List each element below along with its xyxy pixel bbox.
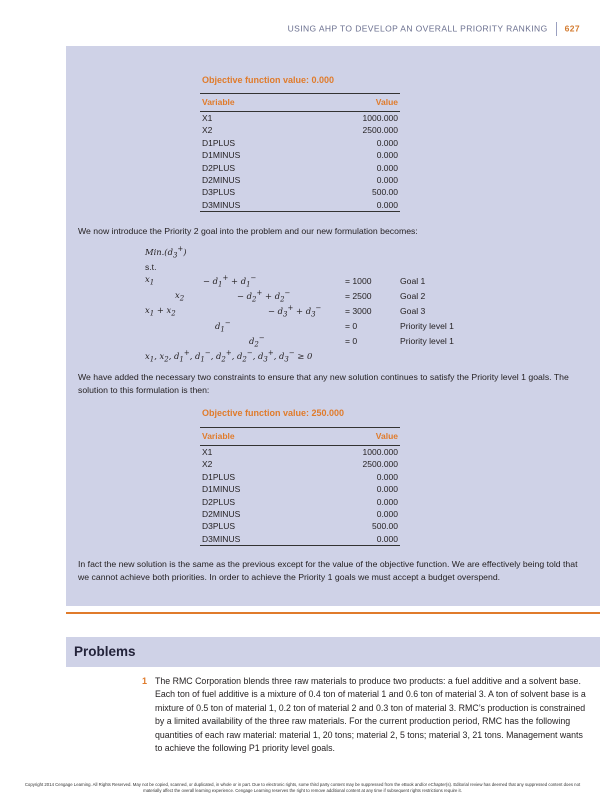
copyright-footer: Copyright 2014 Cengage Learning. All Rights Reserved. May not be copied, scanned, or duplicated, in whole or in part. Due to electronic rights, some third party content may be suppressed from the eBook and/or eChapter(s). Editorial review has deemed that any suppressed content does not materially affect the overall learning experience. Cengage Learning reserves the right to remove additional content at any time if subsequent rights restrictions require it. [24, 782, 581, 793]
cell-value: 0.000 [376, 471, 398, 482]
intro-text: We now introduce the Priority 2 goal into the problem and our new formulation becomes: [78, 226, 418, 236]
page-number: 627 [564, 23, 580, 34]
table-row [200, 149, 400, 161]
cell-variable: D2PLUS [202, 496, 236, 507]
table-row [200, 533, 400, 545]
header-divider [556, 22, 557, 36]
constraint-5-lhs: $d_2^-$ [249, 334, 265, 349]
cell-variable: D1PLUS [202, 471, 236, 482]
cell-variable: D2MINUS [202, 508, 241, 519]
cell-variable: D3PLUS [202, 521, 236, 532]
subject-to: s.t. [145, 262, 157, 272]
cell-variable: D1MINUS [202, 484, 241, 495]
cell-value: 500.00 [372, 521, 398, 532]
constraint-3-dev: − $d_3^+ + d_3^-$ [268, 304, 322, 319]
cell-value: 2500.000 [362, 459, 398, 470]
constraint-3-rhs: = 3000 [345, 306, 372, 316]
cell-variable: X1 [202, 113, 213, 123]
table-row [200, 124, 400, 136]
table-row [200, 471, 400, 483]
cell-value: 0.000 [376, 533, 398, 544]
nonnegativity: $x_1$, $x_2$, $d_1^+$, $d_1^-$, $d_2^+$, $d_2^-$, $d_3^+$, $d_3^- \ge 0$ [145, 349, 313, 364]
table-row [200, 446, 400, 458]
constraint-2-lhs: $x_2$ [175, 290, 185, 303]
table-row [200, 458, 400, 470]
cell-variable: D3MINUS [202, 199, 241, 210]
problems-heading: Problems [74, 644, 136, 659]
constraint-2-rhs: = 2500 [345, 291, 372, 301]
table-row [200, 186, 400, 198]
cell-value: 0.000 [376, 150, 398, 161]
cell-variable: X2 [202, 459, 213, 470]
cell-value: 0.000 [376, 162, 398, 173]
column-variable: Variable [202, 97, 235, 107]
cell-variable: D1MINUS [202, 150, 241, 161]
objective-value-1: Objective function value: 0.000 [202, 75, 335, 85]
section-rule [66, 612, 600, 614]
constraint-2-label: Goal 2 [400, 291, 426, 301]
constraint-5-label: Priority level 1 [400, 336, 454, 346]
constraint-2-dev: − $d_2^+ + d_2^-$ [237, 289, 291, 304]
column-value: Value [375, 97, 398, 107]
constraint-3-label: Goal 3 [400, 306, 426, 316]
table-row [200, 508, 400, 520]
cell-value: 2500.000 [362, 125, 398, 136]
cell-variable: X1 [202, 447, 213, 457]
cell-variable: D2PLUS [202, 162, 236, 173]
cell-value: 0.000 [376, 137, 398, 148]
constraint-4-label: Priority level 1 [400, 321, 454, 331]
problem-text: The RMC Corporation blends three raw materials to produce two products: a fuel additive and a solvent base. Each ton of fuel additive is a mixture of 0.4 ton of material 1 and 0.6 ton of material 3. A ton of solvent base is a mixture of 0.5 ton of material 1, 0.2 ton of material 2 and 0.3 ton of material 3. RMC’s production is constrained by a limited availability of the three raw materials. For the current production period, RMC has the following quantities of each raw material: material 1, 20 tons; material 2, 5 tons; material 3, 21 tons. Management wants to achieve the following P1 priority level goals. [155, 676, 586, 754]
constraint-3-lhs: $x_1 + x_2$ [145, 305, 176, 318]
cell-variable: X2 [202, 125, 213, 136]
cell-value: 1000.000 [362, 447, 398, 457]
constraint-1-lhs: $x_1$ [145, 274, 155, 287]
table-row [200, 520, 400, 532]
table-row [200, 483, 400, 495]
table-bottom-rule [200, 545, 400, 546]
cell-value: 0.000 [376, 199, 398, 210]
objective-value-2: Objective function value: 250.000 [202, 408, 345, 418]
constraint-4-rhs: = 0 [345, 321, 358, 331]
objective-min: $Min.(d_3^+)$ [145, 245, 187, 260]
cell-value: 0.000 [376, 174, 398, 185]
table-header [200, 427, 400, 446]
cell-value: 500.00 [372, 187, 398, 198]
constraint-4-lhs: $d_1^-$ [215, 319, 231, 334]
results-table-1 [200, 93, 400, 212]
paragraph-3: In fact the new solution is the same as the previous except for the value of the objective function. We are effectively being told that we cannot achieve both priorities. In order to achieve the Priority 1 goals we must accept a budget overspend. [78, 559, 578, 582]
constraint-5-rhs: = 0 [345, 336, 358, 346]
table-row [200, 162, 400, 174]
table-bottom-rule [200, 211, 400, 212]
cell-variable: D2MINUS [202, 174, 241, 185]
results-table-2 [200, 427, 400, 546]
table-row [200, 112, 400, 124]
header-title: USING AHP TO DEVELOP AN OVERALL PRIORITY RANKING [287, 23, 548, 34]
paragraph-2: We have added the necessary two constraints to ensure that any new solution continues to satisfy the Priority level 1 goals. The solution to this formulation is then: [78, 372, 569, 395]
constraint-1-rhs: = 1000 [345, 276, 372, 286]
table-row [200, 199, 400, 211]
cell-value: 0.000 [376, 508, 398, 519]
constraint-1-dev: − $d_1^+ + d_1^-$ [203, 274, 257, 289]
table-row [200, 137, 400, 149]
cell-value: 1000.000 [362, 113, 398, 123]
running-header [288, 22, 580, 36]
column-value: Value [375, 431, 398, 441]
cell-variable: D1PLUS [202, 137, 236, 148]
table-header [200, 93, 400, 112]
cell-variable: D3MINUS [202, 533, 241, 544]
column-variable: Variable [202, 431, 235, 441]
table-row [200, 174, 400, 186]
table-row [200, 496, 400, 508]
cell-value: 0.000 [376, 484, 398, 495]
problem-number: 1 [142, 676, 148, 686]
constraint-1-label: Goal 1 [400, 276, 426, 286]
cell-value: 0.000 [376, 496, 398, 507]
cell-variable: D3PLUS [202, 187, 236, 198]
problems-heading-bar [66, 637, 600, 667]
